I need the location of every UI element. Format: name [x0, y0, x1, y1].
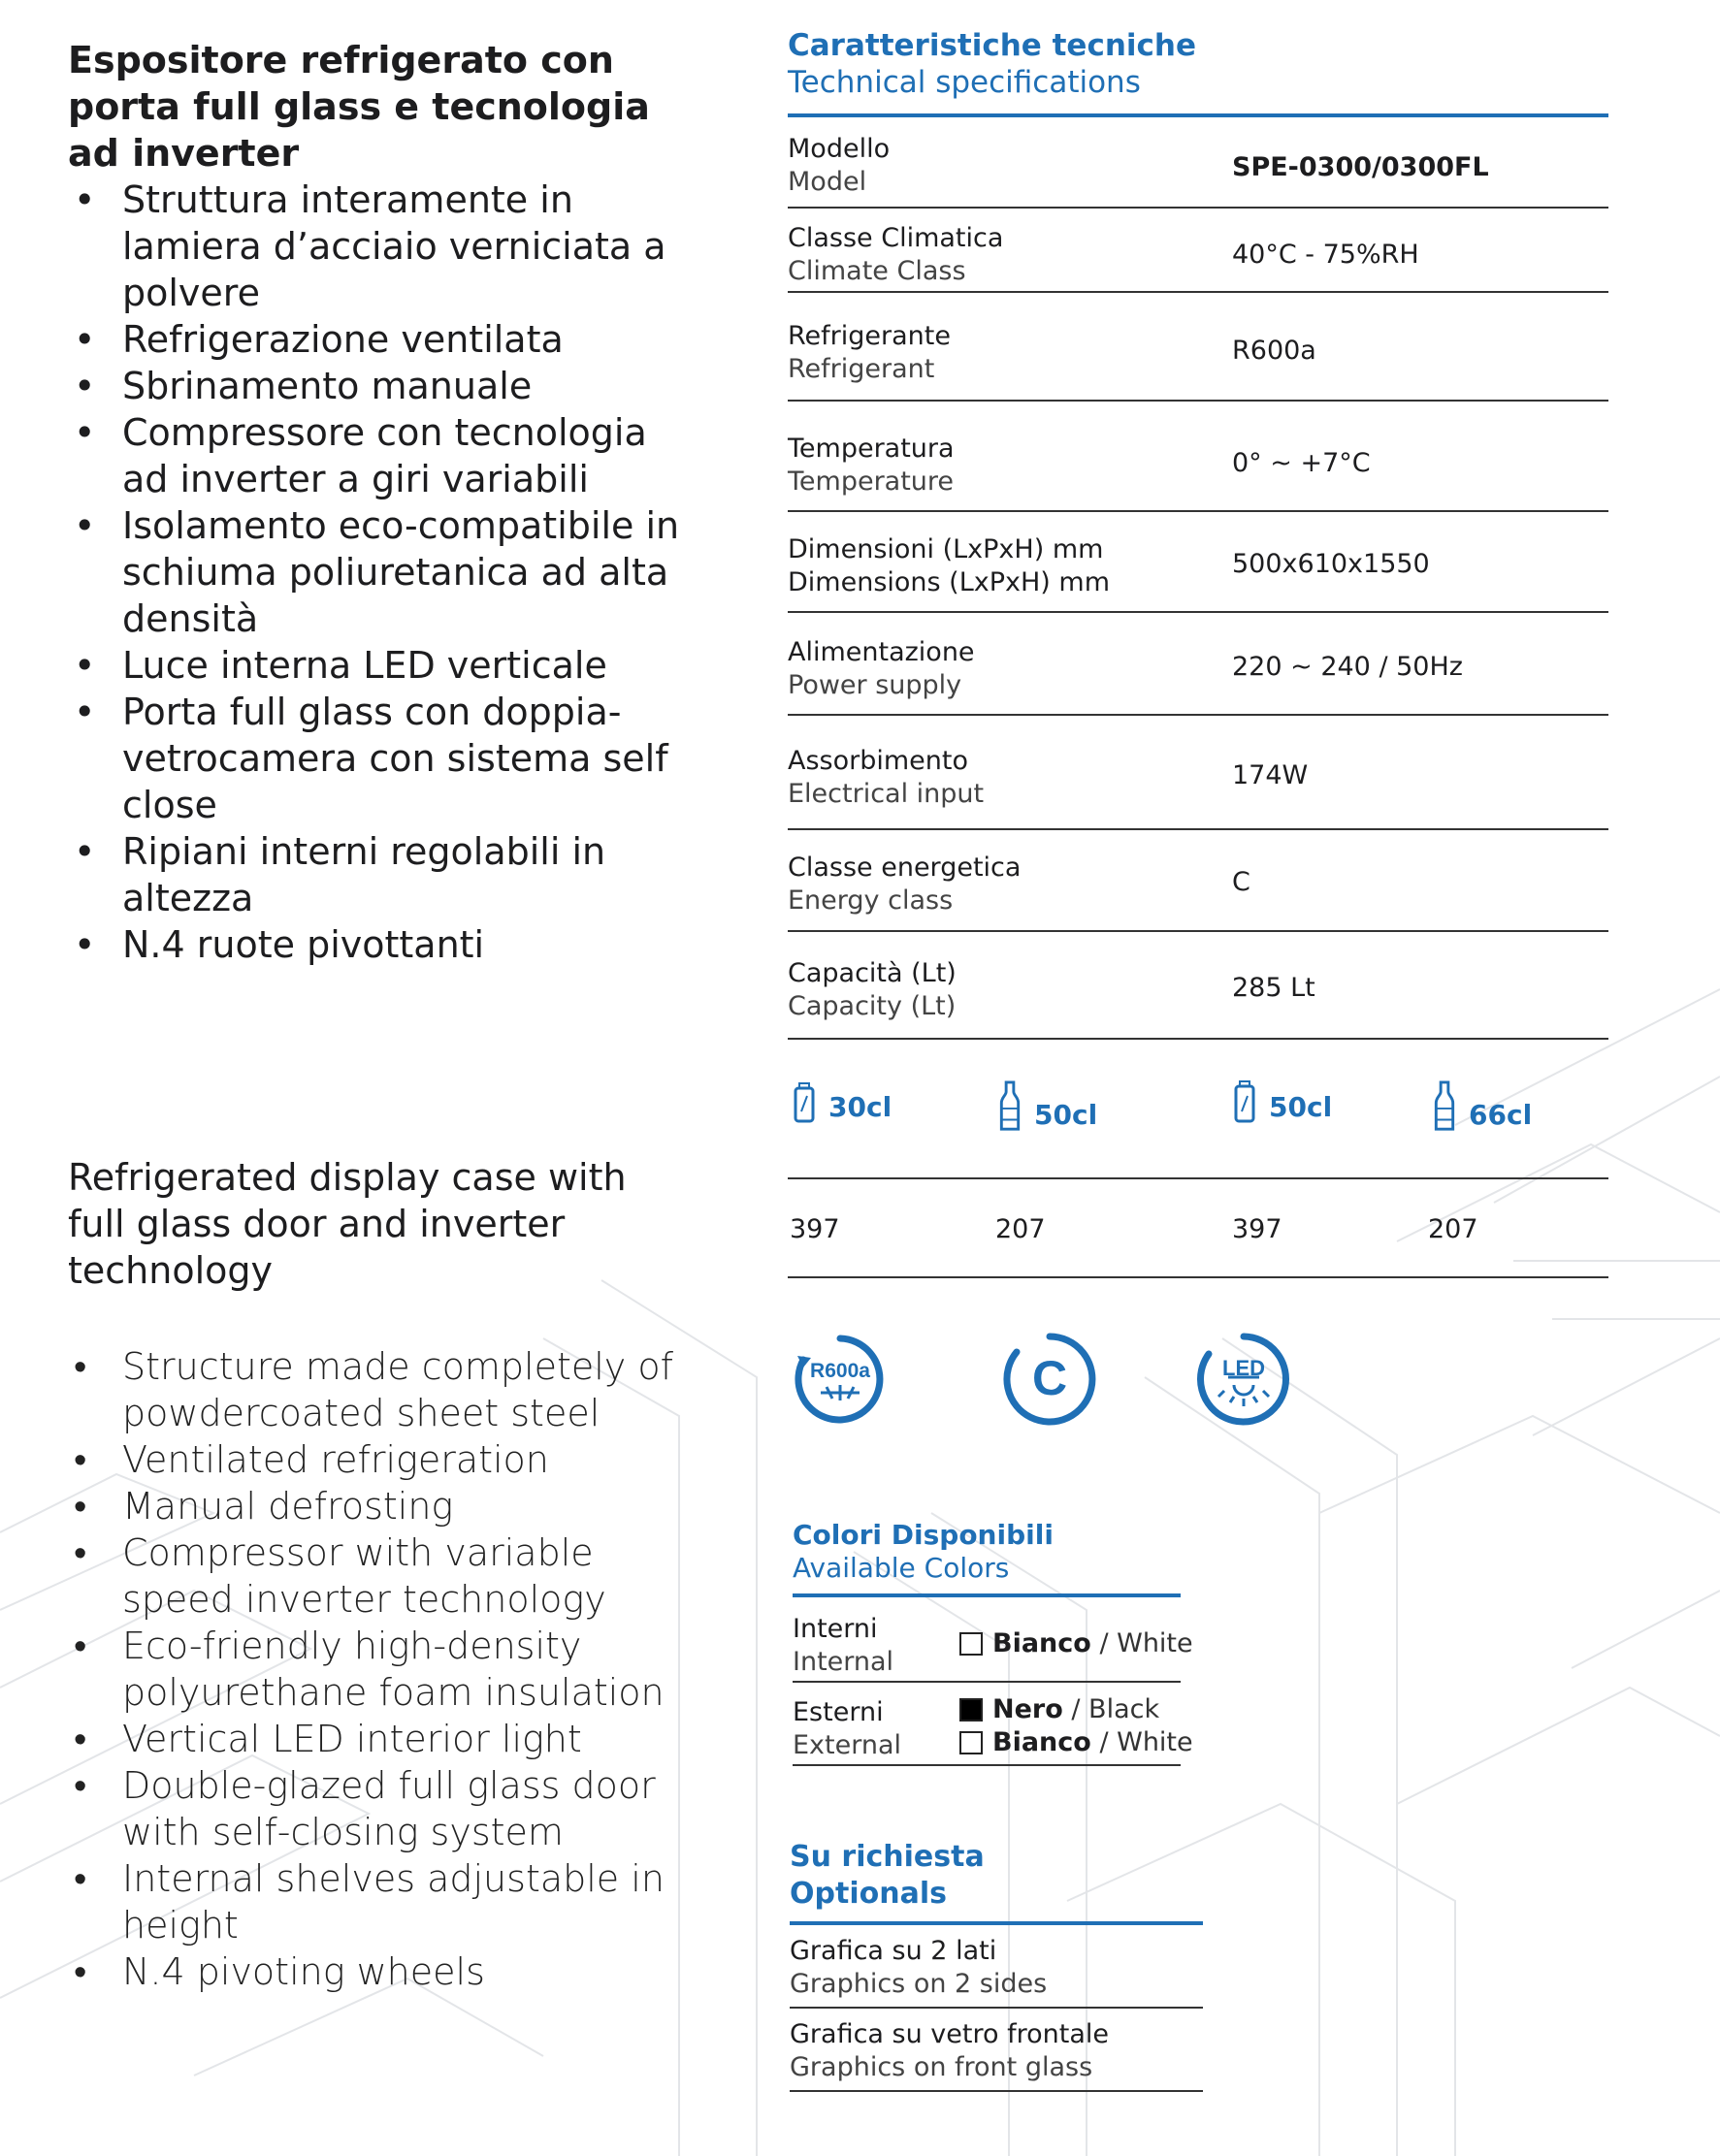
spec-row-temperature	[788, 402, 1608, 512]
spec-label-en: Refrigerant	[788, 354, 935, 384]
spec-value: 0° ~ +7°C	[1232, 448, 1371, 478]
bullet: •	[74, 1950, 87, 1993]
pack-count: 397	[790, 1214, 840, 1244]
can-icon	[1232, 1080, 1257, 1125]
spec-row-climate-class	[788, 209, 1608, 293]
spec-row-model	[788, 117, 1608, 209]
bullet: •	[74, 1718, 87, 1760]
feature-text: Internal shelves adjustable in height	[122, 1857, 665, 1947]
feature-text: Vertical LED interior light	[122, 1718, 582, 1760]
feature-item	[68, 177, 689, 316]
white-swatch	[959, 1632, 983, 1656]
color-label-en: Internal	[793, 1647, 894, 1677]
badge-text: R600a	[810, 1360, 870, 1382]
spec-value: 174W	[1232, 760, 1309, 790]
optional-label-en: Graphics on front glass	[790, 2052, 1093, 2082]
pack-label: 50cl	[1034, 1099, 1098, 1131]
specs-title-it: Caratteristiche tecniche	[788, 28, 1196, 63]
spec-label-en: Temperature	[788, 467, 955, 497]
color-row-external	[793, 1683, 1193, 1766]
color-name-it: Bianco	[992, 1628, 1091, 1658]
feature-text: N.4 ruote pivottanti	[122, 923, 485, 966]
bullet: •	[74, 504, 96, 547]
spec-label-en: Climate Class	[788, 256, 966, 286]
pack-50cl-bottle	[997, 1080, 1097, 1133]
feature-item	[68, 502, 689, 642]
feature-item	[68, 642, 689, 689]
bullet: •	[74, 923, 96, 966]
feature-item	[68, 921, 689, 968]
bullet: •	[74, 644, 96, 687]
spec-label-it: Refrigerante	[788, 321, 951, 351]
feature-text: Refrigerazione ventilata	[122, 318, 564, 361]
bullet: •	[74, 1857, 87, 1900]
led-light-badge	[1195, 1331, 1292, 1428]
pack-label: 50cl	[1269, 1091, 1333, 1123]
feature-text: Eco-friendly high-density polyurethane foam insulation	[122, 1625, 665, 1714]
spec-value: 40°C - 75%RH	[1232, 240, 1419, 270]
color-option-white	[959, 1727, 1193, 1757]
feature-item	[68, 316, 689, 363]
optional-item	[790, 1925, 1203, 2009]
spec-row-capacity	[788, 932, 1608, 1040]
badge-text: LED	[1222, 1356, 1265, 1380]
bullet: •	[74, 365, 96, 407]
color-name-en: / White	[1099, 1727, 1193, 1757]
italian-section	[68, 37, 689, 968]
feature-item	[68, 689, 689, 828]
spec-row-electrical-input	[788, 716, 1608, 830]
feature-item	[68, 1529, 689, 1623]
spec-label-en: Dimensions (LxPxH) mm	[788, 567, 1111, 597]
feature-text: Luce interna LED verticale	[122, 644, 607, 687]
optional-label-it: Grafica su 2 lati	[790, 1936, 997, 1966]
feature-text: Ventilated refrigeration	[122, 1438, 549, 1481]
energy-class-badge	[1001, 1331, 1098, 1428]
r600a-refrigerant-badge	[792, 1331, 889, 1428]
feature-text: Ripiani interni regolabili in altezza	[122, 830, 606, 919]
english-product-title: Refrigerated display case with full glass door and inverter technology	[68, 1156, 627, 1292]
color-label-en: External	[793, 1730, 902, 1760]
bullet: •	[74, 318, 96, 361]
bullet: •	[74, 691, 96, 733]
bullet: •	[74, 1531, 87, 1574]
colors-title-en: Available Colors	[793, 1552, 1010, 1584]
feature-item	[68, 1762, 689, 1855]
optionals-title-en: Optionals	[790, 1877, 947, 1911]
optional-item	[790, 2009, 1203, 2092]
english-feature-list	[68, 1343, 689, 1995]
spec-label-it: Temperatura	[788, 434, 955, 464]
white-swatch	[959, 1731, 983, 1754]
feature-item	[68, 1855, 689, 1948]
spec-label-en: Model	[788, 167, 867, 197]
spec-label-it: Modello	[788, 134, 891, 164]
bullet: •	[74, 1625, 87, 1667]
spec-value: C	[1232, 867, 1250, 897]
optionals	[790, 1839, 1203, 2092]
spec-row-energy-class	[788, 830, 1608, 932]
optional-label-en: Graphics on 2 sides	[790, 1969, 1048, 1999]
pack-sizes-row	[788, 1067, 1608, 1179]
pack-counts-row	[788, 1179, 1608, 1278]
feature-text: Compressor with variable speed inverter technology	[122, 1531, 606, 1621]
feature-item	[68, 1483, 689, 1529]
bullet: •	[74, 1345, 87, 1388]
spec-row-power-supply	[788, 613, 1608, 716]
spec-label-en: Electrical input	[788, 779, 985, 809]
feature-item	[68, 1436, 689, 1483]
spec-value: 220 ~ 240 / 50Hz	[1232, 652, 1463, 682]
feature-item	[68, 409, 689, 502]
spec-value: 285 Lt	[1232, 973, 1315, 1003]
color-option-black	[959, 1694, 1159, 1724]
spec-label-en: Power supply	[788, 670, 962, 700]
spec-row-dimensions	[788, 512, 1608, 613]
italian-product-title: Espositore refrigerato con porta full glass e tecnologia ad inverter	[68, 39, 650, 175]
bullet: •	[74, 1764, 87, 1807]
bottle-icon	[997, 1080, 1022, 1133]
feature-text: N.4 pivoting wheels	[122, 1950, 485, 1993]
color-label-it: Esterni	[793, 1697, 884, 1727]
spec-value: SPE-0300/0300FL	[1232, 152, 1489, 182]
bottle-icon	[1432, 1080, 1457, 1133]
spec-label-it: Alimentazione	[788, 637, 975, 667]
bullet: •	[74, 411, 96, 454]
feature-text: Structure made completely of powdercoated sheet steel	[122, 1345, 673, 1434]
spec-label-it: Assorbimento	[788, 746, 968, 776]
color-name-it: Bianco	[992, 1727, 1091, 1757]
bullet: •	[74, 830, 96, 873]
color-name-en: / Black	[1071, 1694, 1160, 1724]
feature-text: Isolamento eco-compatibile in schiuma poliuretanica ad alta densità	[122, 504, 680, 640]
bullet: •	[74, 178, 96, 221]
spec-label-it: Dimensioni (LxPxH) mm	[788, 534, 1104, 564]
feature-item	[68, 1716, 689, 1762]
spec-label-it: Classe energetica	[788, 853, 1022, 883]
feature-text: Manual defrosting	[122, 1485, 454, 1528]
feature-text: Struttura interamente in lamiera d’acciaio verniciata a polvere	[122, 178, 666, 314]
optional-label-it: Grafica su vetro frontale	[790, 2019, 1109, 2049]
pack-count: 397	[1232, 1214, 1282, 1244]
spec-label-en: Capacity (Lt)	[788, 991, 957, 1021]
feature-text: Compressore con tecnologia ad inverter a giri variabili	[122, 411, 647, 500]
feature-item	[68, 1948, 689, 1995]
spec-label-en: Energy class	[788, 885, 954, 916]
spec-label-it: Capacità (Lt)	[788, 958, 957, 988]
badge-text: C	[1031, 1351, 1068, 1405]
feature-item	[68, 1623, 689, 1716]
available-colors	[793, 1519, 1193, 1766]
color-name-it: Nero	[992, 1694, 1063, 1724]
colors-title-it: Colori Disponibili	[793, 1519, 1054, 1551]
specs-title-en: Technical specifications	[788, 65, 1141, 100]
pack-label: 30cl	[828, 1091, 892, 1123]
spec-value: R600a	[1232, 336, 1316, 366]
feature-item	[68, 363, 689, 409]
feature-text: Double-glazed full glass door with self-closing system	[122, 1764, 656, 1853]
black-swatch	[959, 1698, 983, 1722]
spec-value: 500x610x1550	[1232, 549, 1430, 579]
can-icon	[792, 1080, 817, 1125]
color-label-it: Interni	[793, 1614, 878, 1644]
color-option-white	[959, 1628, 1193, 1658]
pack-label: 66cl	[1469, 1099, 1533, 1131]
pack-count: 207	[995, 1214, 1046, 1244]
italian-feature-list	[68, 177, 689, 968]
color-name-en: / White	[1099, 1628, 1193, 1658]
pack-50cl-can	[1232, 1080, 1332, 1125]
bullet: •	[74, 1485, 87, 1528]
optionals-title-it: Su richiesta	[790, 1840, 985, 1874]
color-row-internal	[793, 1597, 1193, 1683]
feature-item	[68, 1343, 689, 1436]
spec-row-refrigerant	[788, 293, 1608, 402]
technical-specifications	[788, 27, 1608, 1040]
spec-label-it: Classe Climatica	[788, 223, 1004, 253]
feature-text: Porta full glass con doppia-vetrocamera con sistema self close	[122, 691, 668, 826]
pack-count: 207	[1428, 1214, 1478, 1244]
feature-item	[68, 828, 689, 921]
pack-66cl-bottle	[1432, 1080, 1532, 1133]
feature-text: Sbrinamento manuale	[122, 365, 533, 407]
pack-30cl-can	[792, 1080, 892, 1125]
bullet: •	[74, 1438, 87, 1481]
